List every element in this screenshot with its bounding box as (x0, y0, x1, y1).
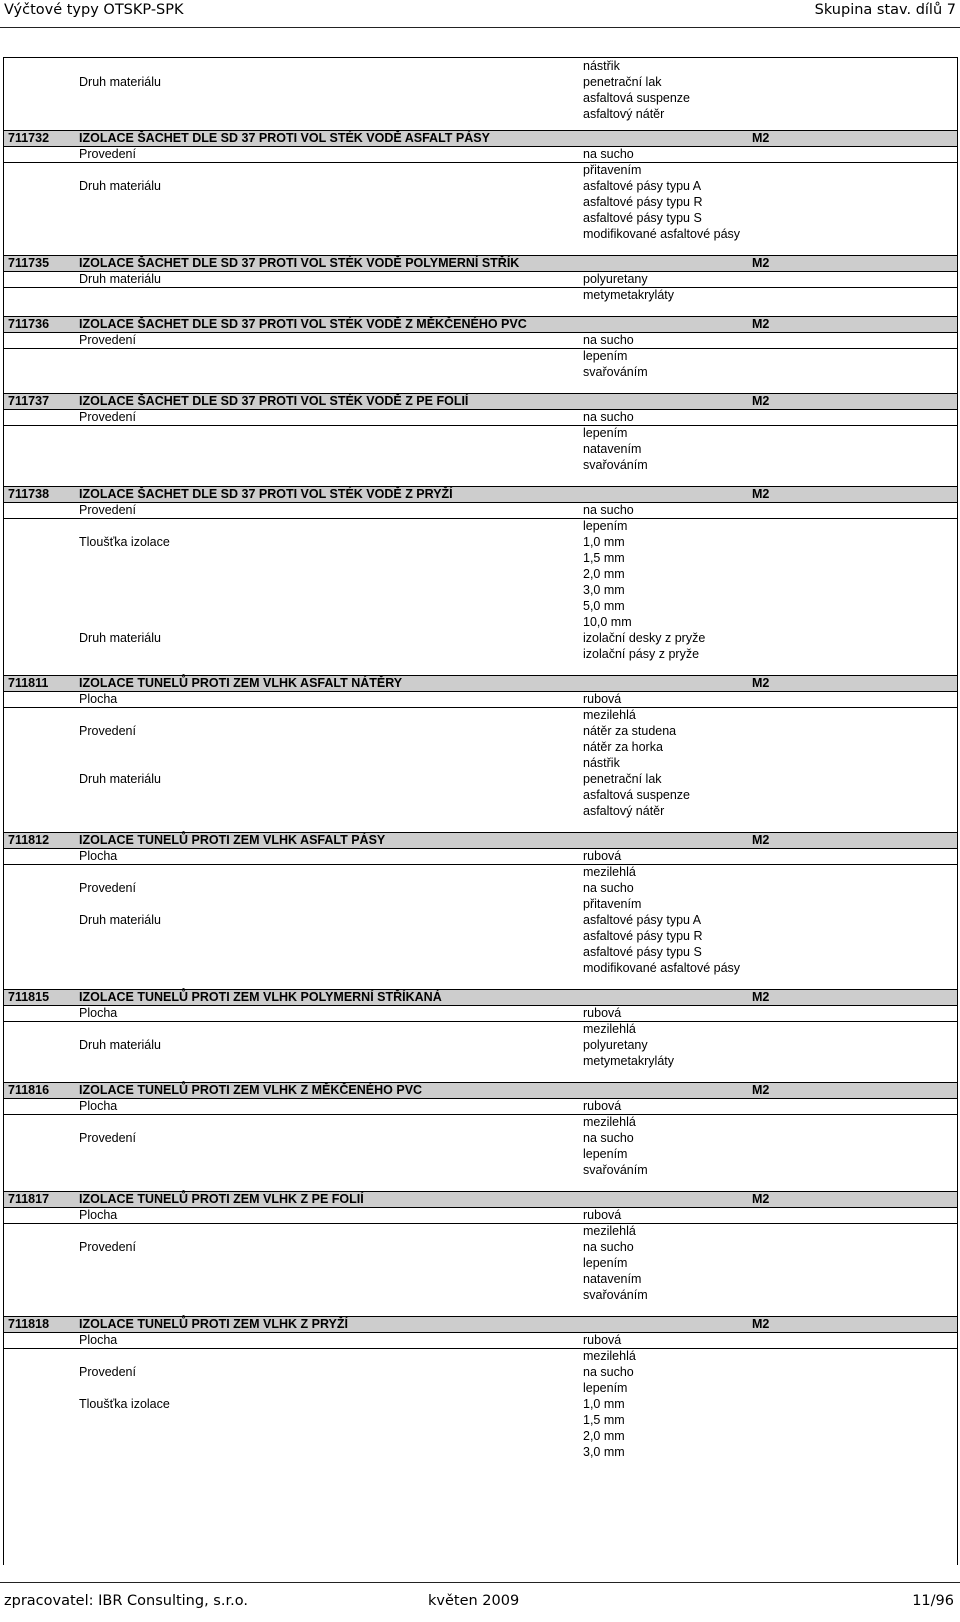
parameter-row (4, 1053, 957, 1069)
parameter-value: 10,0 mm (583, 615, 632, 629)
parameter-value: natavením (583, 442, 642, 456)
parameter-value: nátěr za horka (583, 740, 663, 754)
parameter-row (4, 944, 957, 960)
parameter-value: asfaltové pásy typu R (583, 929, 703, 943)
parameter-row (4, 271, 957, 287)
parameter-value: rubová (583, 692, 622, 706)
parameter-row (4, 1428, 957, 1444)
parameter-label: Plocha (79, 1333, 118, 1347)
parameter-row (4, 803, 957, 819)
parameter-value: 2,0 mm (583, 1429, 625, 1443)
parameter-value: nástřik (583, 59, 620, 73)
parameter-label: Druh materiálu (79, 1038, 161, 1052)
item-title: IZOLACE TUNELŮ PROTI ZEM VLHK Z PRYŽÍ (79, 1317, 348, 1331)
parameter-row (4, 1162, 957, 1178)
parameter-value: svařováním (583, 1288, 648, 1302)
parameter-row (4, 1271, 957, 1287)
item-unit: M2 (752, 256, 770, 270)
parameter-row (4, 739, 957, 755)
parameter-row (4, 848, 957, 864)
item-header-row (4, 675, 957, 691)
parameter-row (4, 178, 957, 194)
item-section (4, 310, 957, 380)
parameter-value: rubová (583, 1099, 622, 1113)
item-code: 711815 (8, 990, 50, 1004)
parameter-label: Provedení (79, 333, 136, 347)
parameter-value: lepením (583, 1147, 628, 1161)
item-header-row (4, 1191, 957, 1207)
item-code: 711732 (8, 131, 50, 145)
parameter-value: polyuretany (583, 272, 648, 286)
parameter-row (4, 960, 957, 976)
parameter-value: přitavením (583, 897, 642, 911)
item-unit: M2 (752, 1192, 770, 1206)
item-title: IZOLACE ŠACHET DLE SD 37 PROTI VOL STÉK VODĚ POLYMERNÍ STŘÍK (79, 256, 520, 270)
item-title: IZOLACE TUNELŮ PROTI ZEM VLHK POLYMERNÍ STŘÍKANÁ (79, 990, 442, 1004)
parameter-row (4, 226, 957, 242)
parameter-label: Provedení (79, 724, 136, 738)
parameter-label: Provedení (79, 1131, 136, 1145)
parameter-row (4, 598, 957, 614)
parameter-value: asfaltové pásy typu R (583, 195, 703, 209)
item-unit: M2 (752, 131, 770, 145)
item-unit: M2 (752, 394, 770, 408)
parameter-row (4, 1444, 957, 1460)
parameter-value: lepením (583, 349, 628, 363)
parameter-value: asfaltová suspenze (583, 788, 691, 802)
item-header-underline (4, 518, 957, 519)
parameter-label: Tloušťka izolace (79, 1397, 170, 1411)
item-section (4, 480, 957, 662)
parameter-row (4, 106, 957, 122)
page-header (0, 0, 960, 26)
parameter-label: Plocha (79, 692, 118, 706)
parameter-label: Provedení (79, 410, 136, 424)
parameter-value: 1,5 mm (583, 1413, 625, 1427)
parameter-label: Provedení (79, 881, 136, 895)
item-header-row (4, 1082, 957, 1098)
parameter-value: mezilehlá (583, 1115, 636, 1129)
parameter-row (4, 518, 957, 534)
parameter-value: 3,0 mm (583, 1445, 625, 1459)
parameter-value: 1,5 mm (583, 551, 625, 565)
parameter-value: asfaltové pásy typu S (583, 211, 702, 225)
item-header-row (4, 130, 957, 146)
parameter-value: 3,0 mm (583, 583, 625, 597)
item-header-underline (4, 707, 957, 708)
item-section (4, 1185, 957, 1303)
item-code: 711818 (8, 1317, 50, 1331)
item-code: 711735 (8, 256, 50, 270)
item-title: IZOLACE TUNELŮ PROTI ZEM VLHK Z PE FOLIÍ (79, 1192, 364, 1206)
item-title: IZOLACE ŠACHET DLE SD 37 PROTI VOL STÉK VODĚ Z MĚKČENÉHO PVC (79, 317, 527, 331)
parameter-row (4, 896, 957, 912)
document-title: Výčtové typy OTSKP-SPK (4, 2, 184, 18)
footer-date: květen 2009 (428, 1593, 520, 1609)
parameter-row (4, 787, 957, 803)
parameter-value: nátěr za studena (583, 724, 677, 738)
footer-divider (0, 1582, 960, 1583)
parameter-value: rubová (583, 1333, 622, 1347)
header-divider (0, 27, 960, 28)
parameter-row (4, 771, 957, 787)
parameter-value: 5,0 mm (583, 599, 625, 613)
parameter-row (4, 332, 957, 348)
parameter-label: Provedení (79, 503, 136, 517)
parameter-row (4, 1287, 957, 1303)
parameter-row (4, 90, 957, 106)
item-header-underline (4, 162, 957, 163)
parameter-row (4, 1114, 957, 1130)
item-code: 711816 (8, 1083, 50, 1097)
parameter-value: nástřik (583, 756, 620, 770)
parameter-value: natavením (583, 1272, 642, 1286)
parameter-row (4, 162, 957, 178)
parameter-value: na sucho (583, 333, 634, 347)
item-header-underline (4, 1114, 957, 1115)
item-section (4, 826, 957, 976)
parameter-row (4, 755, 957, 771)
parameter-row (4, 1255, 957, 1271)
parameter-value: svařováním (583, 458, 648, 472)
parameter-row (4, 441, 957, 457)
footer-author: zpracovatel: IBR Consulting, s.r.o. (4, 1593, 248, 1609)
item-header-row (4, 316, 957, 332)
parameter-row (4, 1364, 957, 1380)
parameter-value: asfaltové pásy typu A (583, 913, 702, 927)
parameter-value: metymetakryláty (583, 288, 674, 302)
footer-page-number: 11/96 (912, 1593, 954, 1609)
parameter-value: mezilehlá (583, 1022, 636, 1036)
item-section (4, 1076, 957, 1178)
parameter-row (4, 425, 957, 441)
item-unit: M2 (752, 833, 770, 847)
parameter-row (4, 1146, 957, 1162)
item-header-underline (4, 864, 957, 865)
parameter-value: 1,0 mm (583, 535, 625, 549)
parameter-row (4, 364, 957, 380)
item-unit: M2 (752, 676, 770, 690)
parameter-value: asfaltové pásy typu S (583, 945, 702, 959)
parameter-row (4, 348, 957, 364)
item-header-row (4, 486, 957, 502)
parameter-row (4, 1130, 957, 1146)
parameter-value: modifikované asfaltové pásy (583, 227, 741, 241)
parameter-label: Druh materiálu (79, 913, 161, 927)
parameter-row (4, 409, 957, 425)
parameter-row (4, 1005, 957, 1021)
item-unit: M2 (752, 487, 770, 501)
item-section (4, 124, 957, 242)
parameter-value: 1,0 mm (583, 1397, 625, 1411)
parameter-label: Plocha (79, 849, 118, 863)
item-title: IZOLACE ŠACHET DLE SD 37 PROTI VOL STÉK VODĚ ASFALT PÁSY (79, 131, 490, 145)
parameter-row (4, 912, 957, 928)
parameter-label: Provedení (79, 1365, 136, 1379)
parameter-row (4, 691, 957, 707)
parameter-row (4, 502, 957, 518)
item-title: IZOLACE ŠACHET DLE SD 37 PROTI VOL STÉK VODĚ Z PE FOLIÍ (79, 394, 469, 408)
parameter-label: Plocha (79, 1006, 118, 1020)
parameter-value: mezilehlá (583, 708, 636, 722)
parameter-row (4, 550, 957, 566)
parameter-label: Druh materiálu (79, 75, 161, 89)
parameter-row (4, 146, 957, 162)
item-unit: M2 (752, 1083, 770, 1097)
parameter-value: penetrační lak (583, 772, 662, 786)
parameter-row (4, 287, 957, 303)
parameter-row (4, 74, 957, 90)
item-header-row (4, 393, 957, 409)
parameter-row (4, 630, 957, 646)
parameter-value: polyuretany (583, 1038, 648, 1052)
parameter-value: lepením (583, 519, 628, 533)
item-code: 711812 (8, 833, 50, 847)
item-section (4, 983, 957, 1069)
parameter-label: Druh materiálu (79, 179, 161, 193)
parameter-value: na sucho (583, 881, 634, 895)
item-header-row (4, 832, 957, 848)
parameter-value: asfaltový nátěr (583, 804, 665, 818)
item-code: 711811 (8, 676, 49, 690)
parameter-value: svařováním (583, 365, 648, 379)
parameter-row (4, 566, 957, 582)
parameter-value: izolační desky z pryže (583, 631, 706, 645)
parameter-value: na sucho (583, 1365, 634, 1379)
parameter-value: na sucho (583, 147, 634, 161)
parameter-value: asfaltová suspenze (583, 91, 691, 105)
parameter-row (4, 210, 957, 226)
parameter-row (4, 1207, 957, 1223)
parameter-value: lepením (583, 426, 628, 440)
item-header-underline (4, 1348, 957, 1349)
item-code: 711737 (8, 394, 50, 408)
parameter-value: na sucho (583, 1240, 634, 1254)
parameter-row (4, 1332, 957, 1348)
item-title: IZOLACE TUNELŮ PROTI ZEM VLHK ASFALT NÁTĚRY (79, 676, 403, 690)
parameter-row (4, 646, 957, 662)
parameter-row (4, 1037, 957, 1053)
parameter-row (4, 1223, 957, 1239)
parameter-value: mezilehlá (583, 1224, 636, 1238)
item-section (4, 249, 957, 303)
item-table (3, 57, 958, 1565)
parameter-row (4, 1021, 957, 1037)
parameter-row (4, 582, 957, 598)
parameter-value: na sucho (583, 503, 634, 517)
item-header-row (4, 1316, 957, 1332)
item-header-row (4, 989, 957, 1005)
item-section (4, 1310, 957, 1460)
parameter-value: mezilehlá (583, 865, 636, 879)
parameter-label: Tloušťka izolace (79, 535, 170, 549)
parameter-value: lepením (583, 1381, 628, 1395)
parameter-value: na sucho (583, 1131, 634, 1145)
item-title: IZOLACE TUNELŮ PROTI ZEM VLHK Z MĚKČENÉHO PVC (79, 1083, 423, 1097)
item-header-row (4, 255, 957, 271)
item-header-underline (4, 1223, 957, 1224)
parameter-row (4, 1396, 957, 1412)
item-header-underline (4, 425, 957, 426)
parameter-value: rubová (583, 1208, 622, 1222)
parameter-label: Druh materiálu (79, 272, 161, 286)
parameter-row (4, 194, 957, 210)
parameter-row (4, 1380, 957, 1396)
page-footer (0, 1590, 960, 1616)
parameter-row (4, 880, 957, 896)
parameter-value: na sucho (583, 410, 634, 424)
parameter-value: lepením (583, 1256, 628, 1270)
parameter-value: izolační pásy z pryže (583, 647, 700, 661)
item-header-underline (4, 1021, 957, 1022)
item-section (4, 669, 957, 819)
parameter-label: Provedení (79, 147, 136, 161)
parameter-row (4, 457, 957, 473)
parameter-value: asfaltový nátěr (583, 107, 665, 121)
item-title: IZOLACE ŠACHET DLE SD 37 PROTI VOL STÉK VODĚ Z PRYŽÍ (79, 487, 453, 501)
item-section (4, 387, 957, 473)
parameter-value: přitavením (583, 163, 642, 177)
parameter-label: Plocha (79, 1208, 118, 1222)
parameter-label: Provedení (79, 1240, 136, 1254)
item-header-underline (4, 348, 957, 349)
parameter-value: modifikované asfaltové pásy (583, 961, 741, 975)
parameter-row (4, 723, 957, 739)
parameter-value: asfaltové pásy typu A (583, 179, 702, 193)
item-unit: M2 (752, 1317, 770, 1331)
parameter-value: svařováním (583, 1163, 648, 1177)
parameter-value: metymetakryláty (583, 1054, 674, 1068)
chapter-title: Skupina stav. dílů 7 (814, 2, 956, 18)
parameter-label: Druh materiálu (79, 772, 161, 786)
parameter-row (4, 928, 957, 944)
continued-item (4, 58, 957, 122)
parameter-row (4, 707, 957, 723)
item-header-underline (4, 287, 957, 288)
item-title: IZOLACE TUNELŮ PROTI ZEM VLHK ASFALT PÁSY (79, 833, 386, 847)
parameter-value: rubová (583, 1006, 622, 1020)
parameter-row (4, 1348, 957, 1364)
parameter-row (4, 864, 957, 880)
parameter-value: rubová (583, 849, 622, 863)
parameter-value: penetrační lak (583, 75, 662, 89)
parameter-row (4, 1412, 957, 1428)
parameter-row (4, 614, 957, 630)
item-code: 711817 (8, 1192, 50, 1206)
item-unit: M2 (752, 317, 770, 331)
parameter-label: Plocha (79, 1099, 118, 1113)
parameter-label: Druh materiálu (79, 631, 161, 645)
item-code: 711736 (8, 317, 50, 331)
item-unit: M2 (752, 990, 770, 1004)
parameter-row (4, 534, 957, 550)
parameter-row (4, 1239, 957, 1255)
item-code: 711738 (8, 487, 50, 501)
parameter-row (4, 58, 957, 74)
parameter-value: mezilehlá (583, 1349, 636, 1363)
parameter-row (4, 1098, 957, 1114)
parameter-value: 2,0 mm (583, 567, 625, 581)
